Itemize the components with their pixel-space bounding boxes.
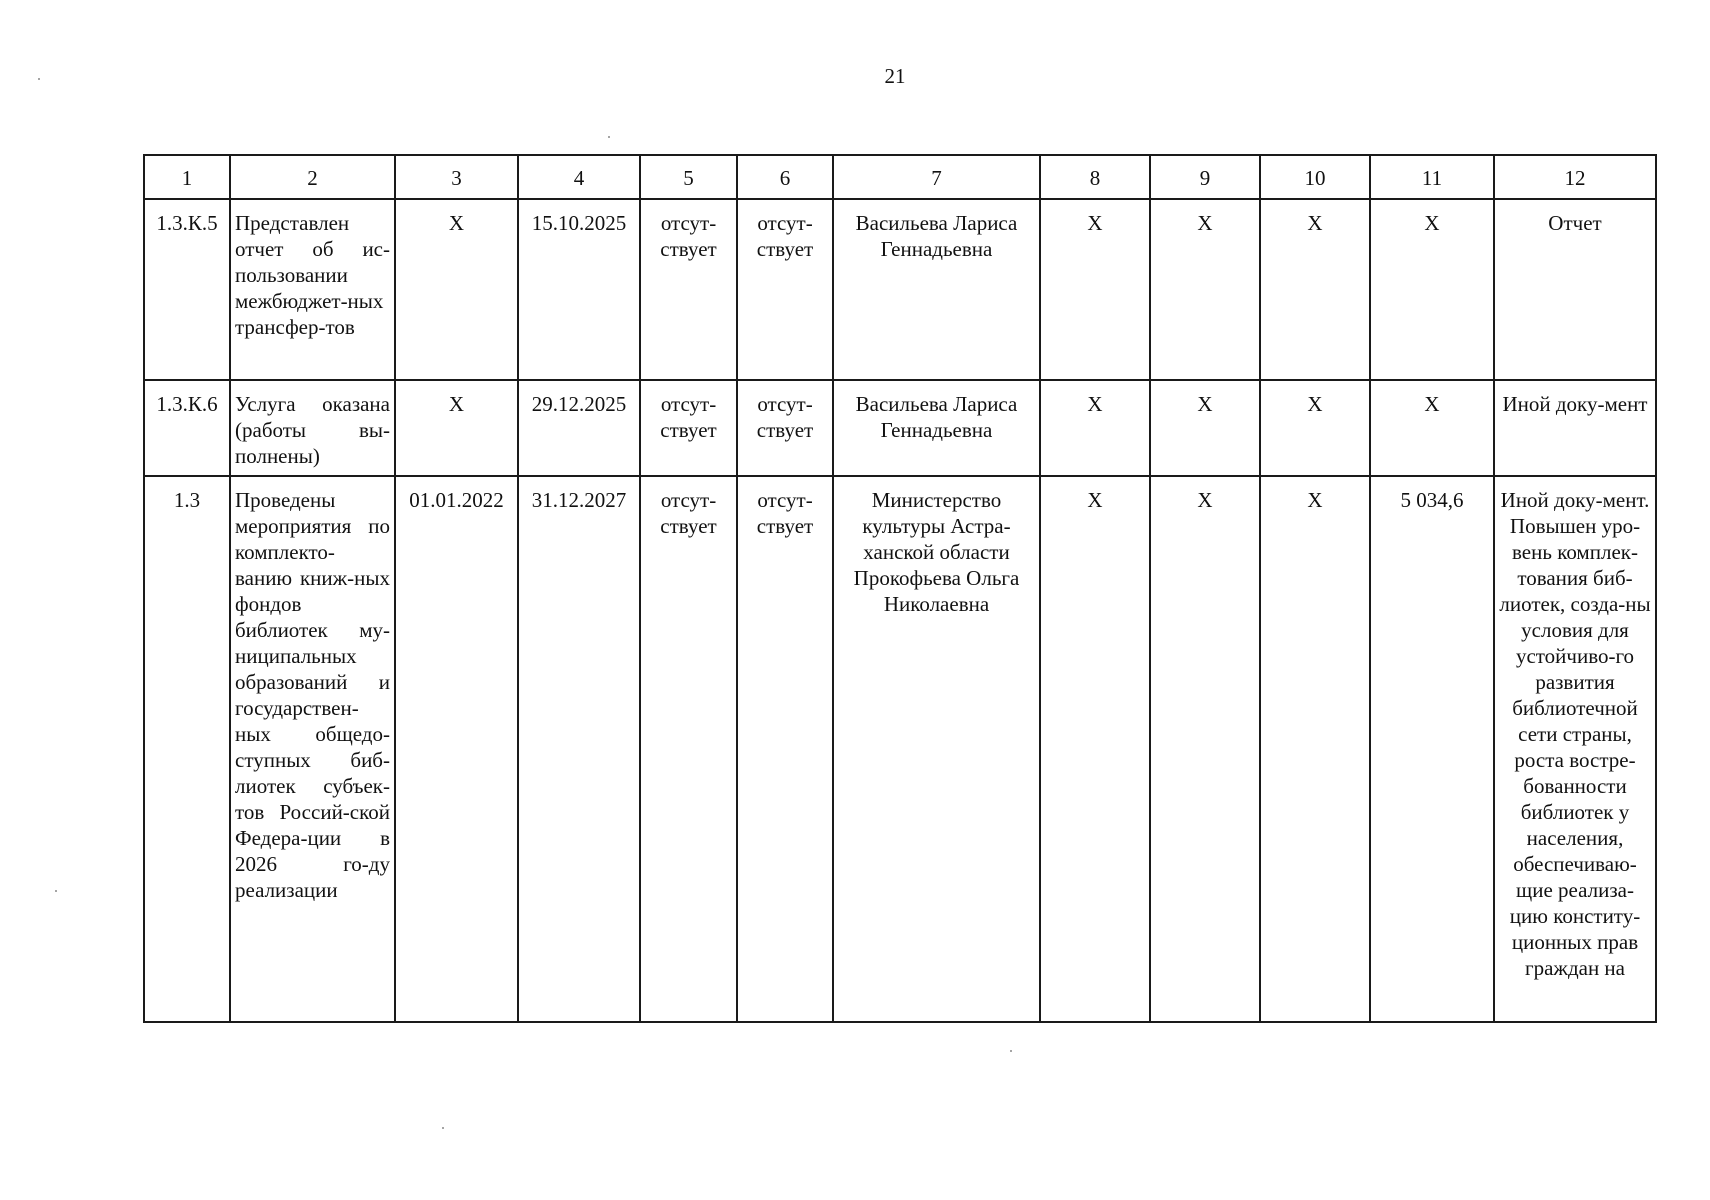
cell-col8: X [1040,476,1150,1022]
table-row [144,476,1656,1022]
cell-col6: отсут-ствует [737,199,833,380]
row-result: Отчет [1494,199,1656,380]
column-header: 5 [640,155,737,199]
table-row [144,380,1656,476]
cell-col8: X [1040,380,1150,476]
cell-col5: отсут-ствует [640,199,737,380]
row-name: Представлен отчет об ис-пользовании межбюджет-ных трансфер-тов [230,199,395,380]
row-code: 1.3.К.6 [144,380,230,476]
row-code: 1.3.К.5 [144,199,230,380]
cell-col10: X [1260,380,1370,476]
cell-col5: отсут-ствует [640,476,737,1022]
table-row [144,199,1656,380]
row-result: Иной доку-мент [1494,380,1656,476]
scan-speck [1010,1050,1012,1052]
plan-table [143,154,1657,1023]
column-header: 10 [1260,155,1370,199]
cell-col11: X [1370,199,1494,380]
column-header: 9 [1150,155,1260,199]
cell-col9: X [1150,476,1260,1022]
row-responsible: Министерство культуры Астра-ханской области Прокофьева Ольга Николаевна [833,476,1040,1022]
row-name: Услуга оказана (работы вы-полнены) [230,380,395,476]
row-responsible: Васильева Лариса Геннадьевна [833,199,1040,380]
cell-col6: отсут-ствует [737,380,833,476]
column-header: 3 [395,155,518,199]
column-header: 8 [1040,155,1150,199]
cell-col4: 29.12.2025 [518,380,640,476]
cell-col9: X [1150,380,1260,476]
cell-col11: 5 034,6 [1370,476,1494,1022]
cell-col4: 15.10.2025 [518,199,640,380]
cell-col10: X [1260,199,1370,380]
cell-col3: X [395,199,518,380]
scan-speck [38,78,40,80]
cell-col4: 31.12.2027 [518,476,640,1022]
page-number: 21 [884,64,906,88]
row-responsible: Васильева Лариса Геннадьевна [833,380,1040,476]
column-header: 2 [230,155,395,199]
column-header: 7 [833,155,1040,199]
column-header: 6 [737,155,833,199]
cell-col10: X [1260,476,1370,1022]
cell-col8: X [1040,199,1150,380]
row-name: Проведены мероприятия по комплекто-ванию книж-ных фондов библиотек му-ниципальных образований и государствен-ных общедо-ступных биб-лиотек субъек-тов Россий-ской Федера-ции в 2026 го-ду реализации [230,476,395,1022]
scan-speck [608,136,610,138]
cell-col9: X [1150,199,1260,380]
header-row [144,155,1656,199]
row-result: Иной доку-мент. Повышен уро-вень комплек-тования биб-лиотек, созда-ны условия для устойчиво-го развития библиотечной сети страны, роста востре-бованности библиотек у населения, обеспечиваю-щие реализа-цию конститу-ционных прав граждан на [1494,476,1656,1022]
column-header: 1 [144,155,230,199]
cell-col6: отсут-ствует [737,476,833,1022]
cell-col3: 01.01.2022 [395,476,518,1022]
column-header: 4 [518,155,640,199]
scan-speck [55,890,57,892]
scan-speck [442,1127,444,1129]
column-header: 11 [1370,155,1494,199]
cell-col3: X [395,380,518,476]
column-header: 12 [1494,155,1656,199]
cell-col11: X [1370,380,1494,476]
cell-col5: отсут-ствует [640,380,737,476]
row-code: 1.3 [144,476,230,1022]
